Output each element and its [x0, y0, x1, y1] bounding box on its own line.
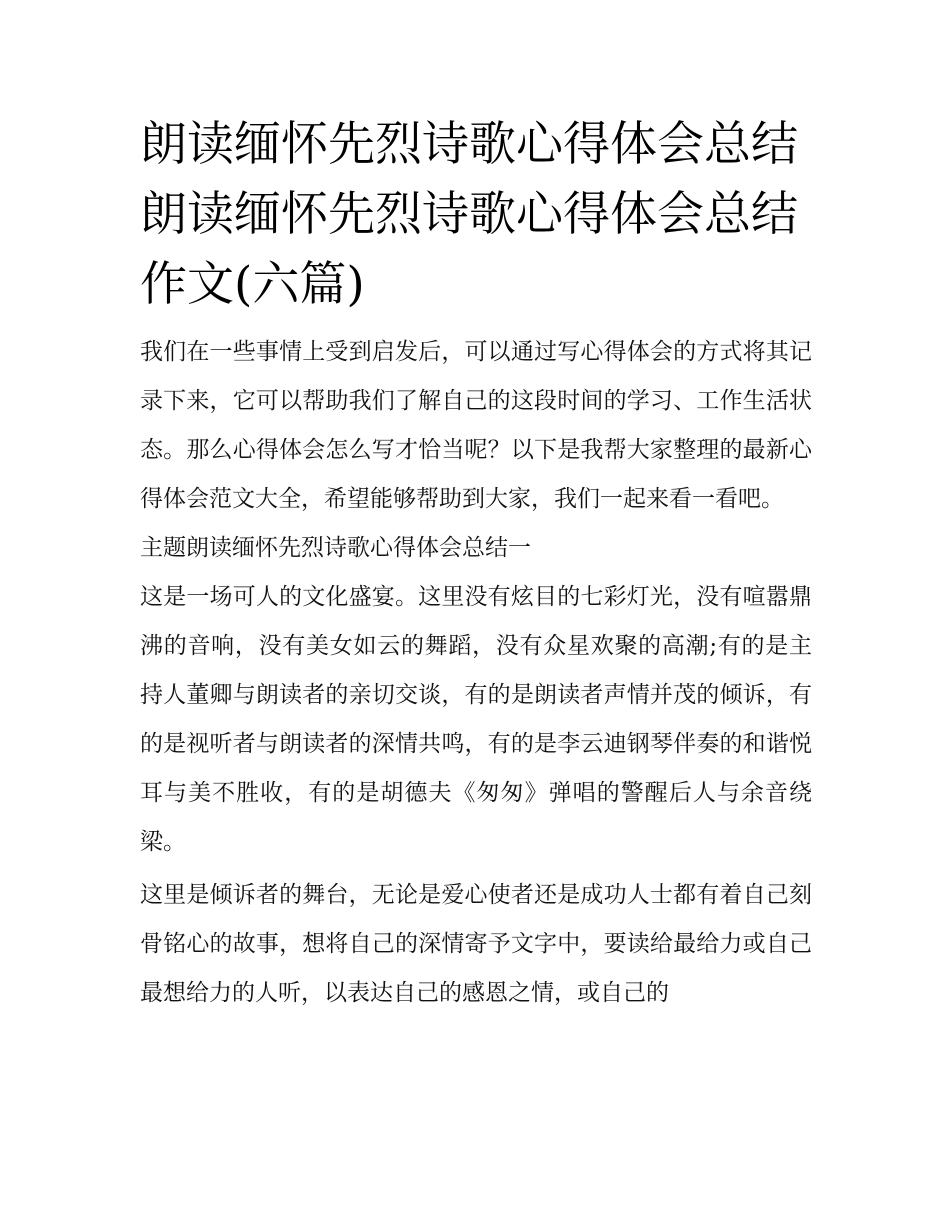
- body-paragraph-1: 这是一场可人的文化盛宴。这里没有炫目的七彩灯光，没有喧嚣鼎沸的音响，没有美女如云的舞蹈，没有众星欢聚的高潮;有的是主持人董卿与朗读者的亲切交谈，有的是朗读者声情并茂的倾诉，有的是视听者与朗读者的深情共鸣，有的是李云迪钢琴伴奏的和谐悦耳与美不胜收，有的是胡德夫《匆匆》弹唱的警醒后人与余音绕梁。: [140, 584, 812, 855]
- intro-paragraph: 我们在一些事情上受到启发后，可以通过写心得体会的方式将其记录下来，它可以帮助我们了解自己的这段时间的学习、工作生活状态。那么心得体会怎么写才恰当呢？以下是我帮大家整理的最新心得体会范文大全，希望能够帮助到大家，我们一起来看一看吧。: [140, 339, 812, 512]
- document-title: 朗读缅怀先烈诗歌心得体会总结 朗读缅怀先烈诗歌心得体会总结作文(六篇): [140, 117, 798, 312]
- section-heading: 主题朗读缅怀先烈诗歌心得体会总结一: [140, 535, 531, 561]
- body-paragraph-2: 这里是倾诉者的舞台，无论是爱心使者还是成功人士都有着自己刻骨铭心的故事，想将自己的深情寄予文字中，要读给最给力或自己最想给力的人听，以表达自己的感恩之情，或自己的: [140, 882, 812, 1006]
- document-body: [140, 110, 812, 1018]
